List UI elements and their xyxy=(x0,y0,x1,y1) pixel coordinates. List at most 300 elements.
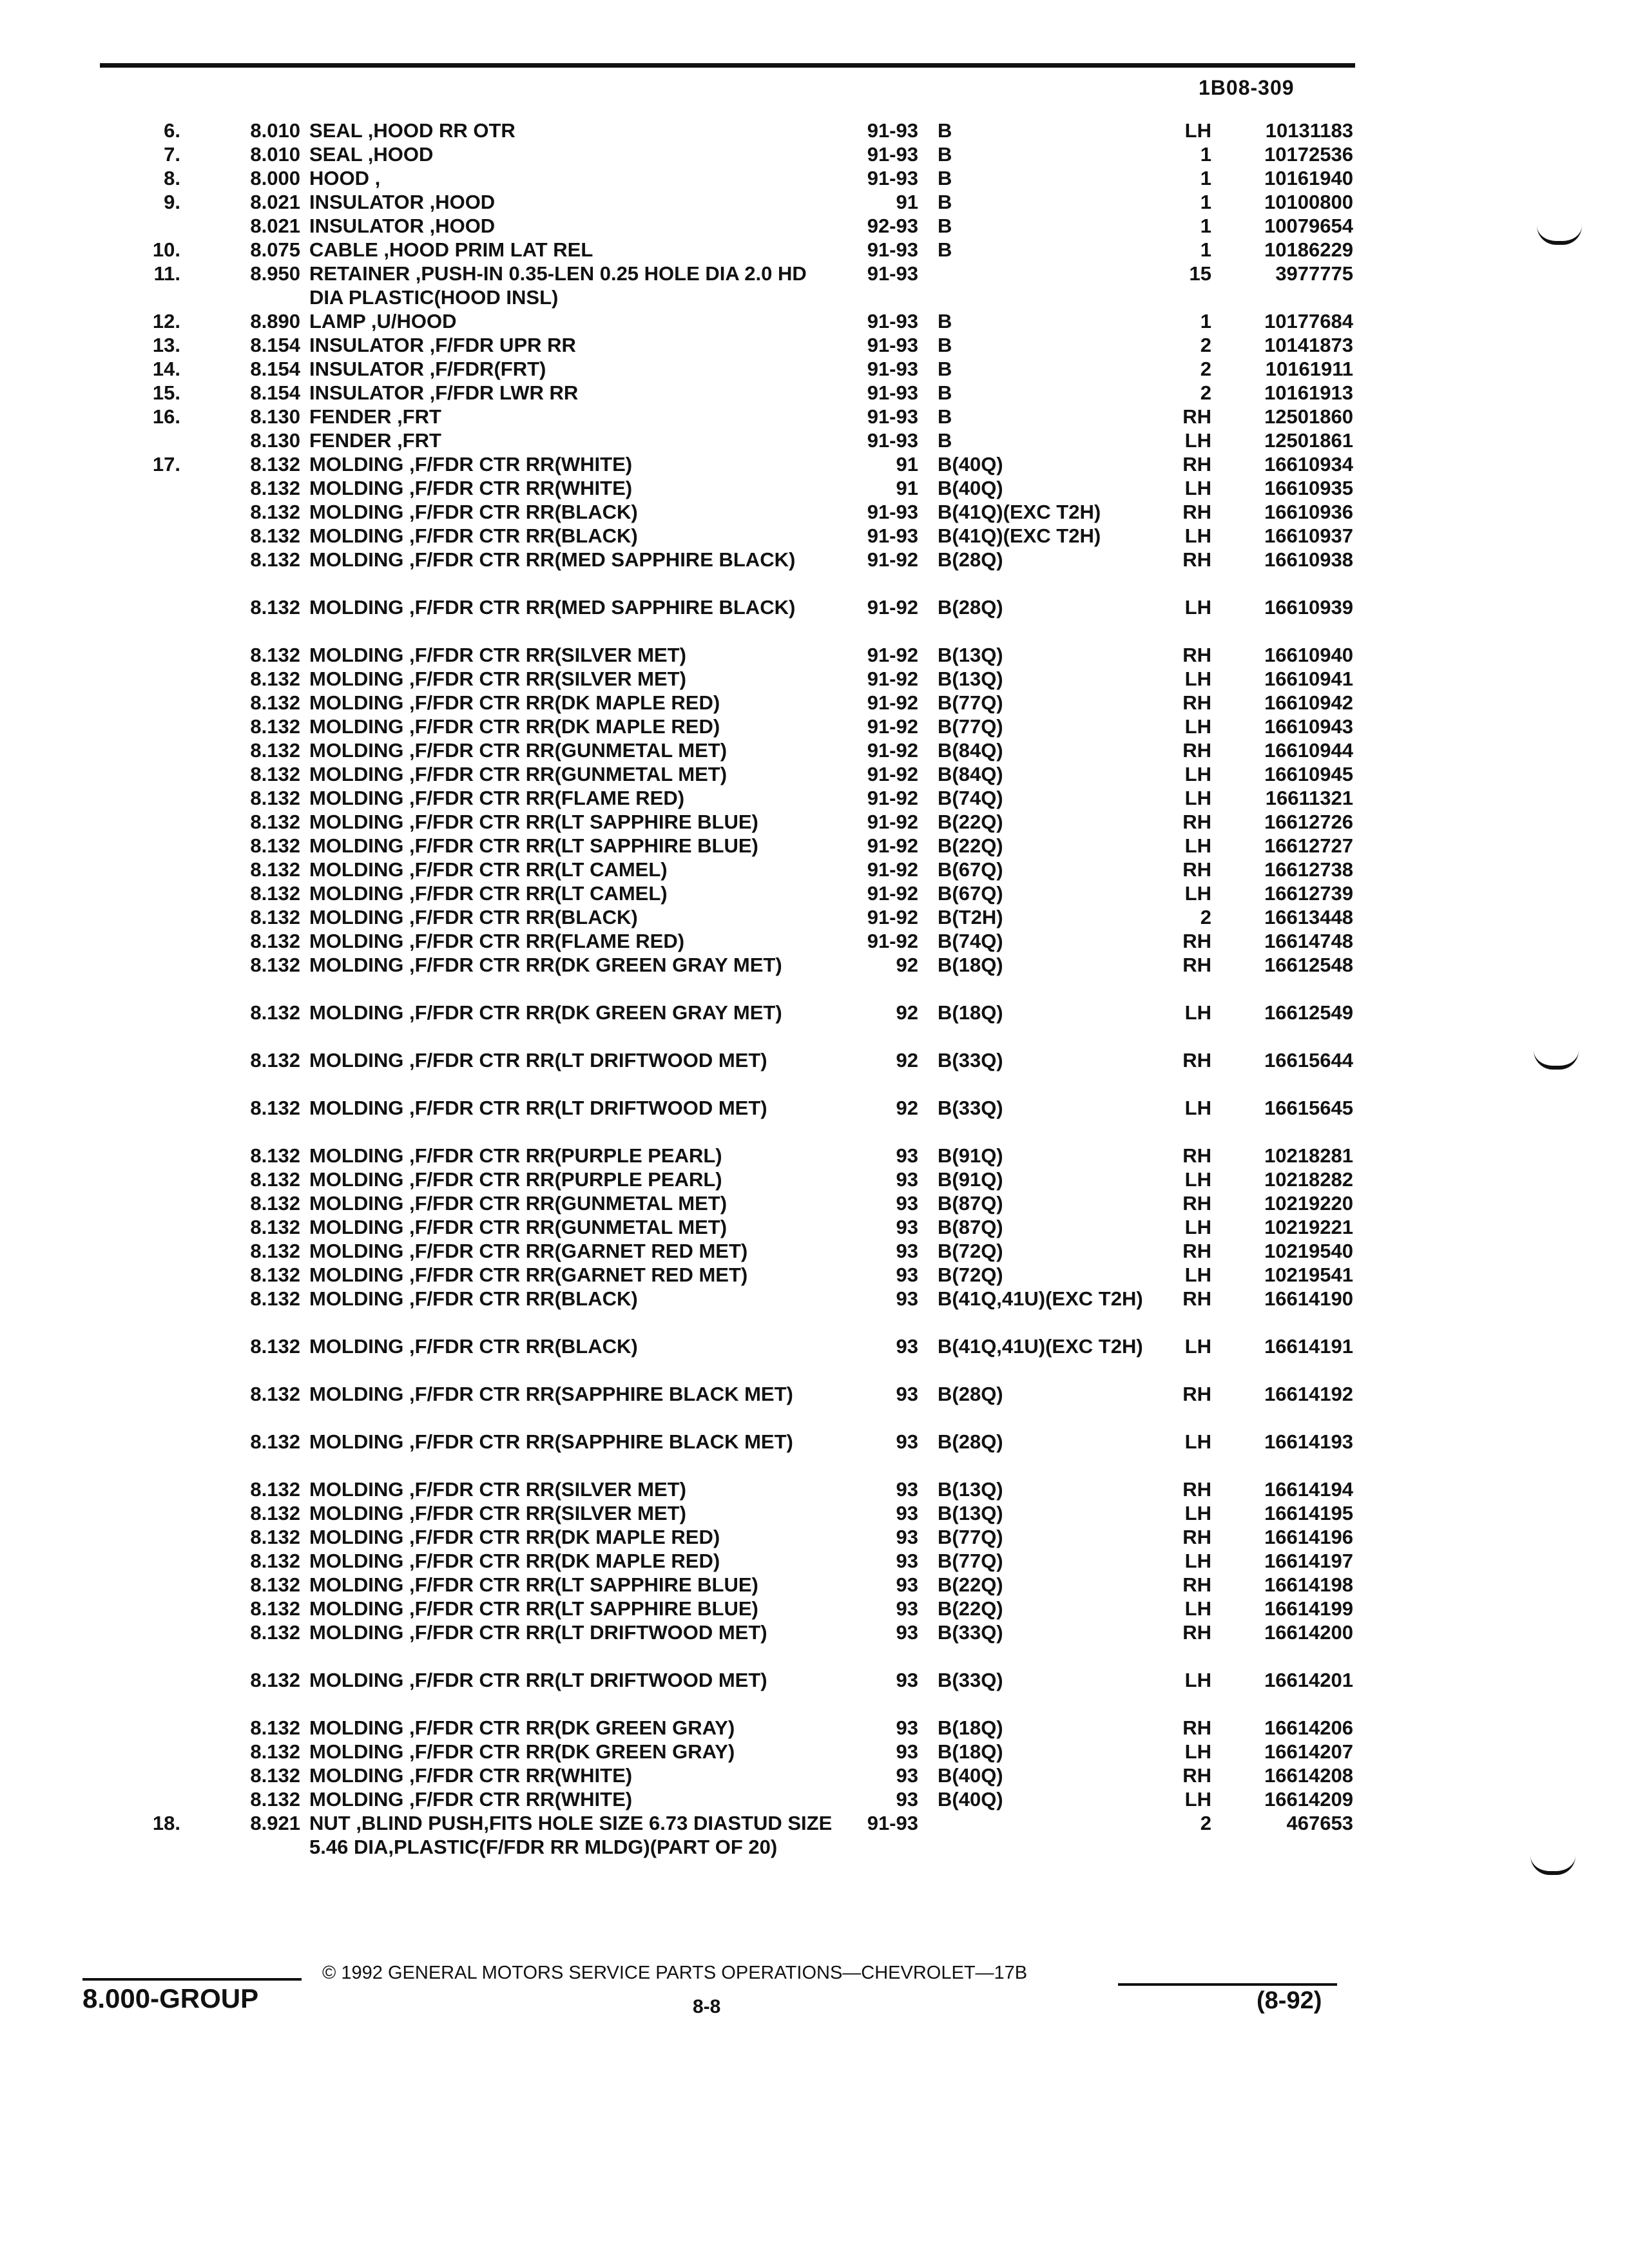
quantity: RH xyxy=(1182,1049,1211,1072)
series-code: B xyxy=(938,215,952,237)
part-number: 16613448 xyxy=(1264,906,1353,928)
part-number: 16614193 xyxy=(1264,1430,1353,1453)
model-years: 91-93 xyxy=(867,405,918,428)
series-code: B(87Q) xyxy=(938,1192,1003,1215)
part-description: MOLDING ,F/FDR CTR RR(BLACK) xyxy=(309,1287,638,1310)
group-number: 8.075 xyxy=(250,238,300,261)
footer-group-label: 8.000-GROUP xyxy=(82,1983,259,2013)
footer-page-number: 8-8 xyxy=(693,1996,721,2017)
table-row xyxy=(0,1191,1629,1215)
model-years: 91-93 xyxy=(867,1812,918,1834)
quantity: LH xyxy=(1184,1740,1211,1763)
series-code: B(28Q) xyxy=(938,1383,1003,1405)
series-code: B xyxy=(938,381,952,404)
part-number: 16610941 xyxy=(1264,668,1353,690)
table-row xyxy=(0,1239,1629,1263)
table-row xyxy=(0,524,1629,548)
part-number: 16612738 xyxy=(1264,858,1353,881)
table-row xyxy=(0,1811,1629,1883)
series-code: B(28Q) xyxy=(938,1430,1003,1453)
model-years: 93 xyxy=(896,1788,918,1811)
part-number: 16614200 xyxy=(1264,1621,1353,1644)
model-years: 91-92 xyxy=(867,644,918,666)
group-number: 8.132 xyxy=(250,739,300,762)
series-code: B(40Q) xyxy=(938,453,1003,476)
series-code: B(91Q) xyxy=(938,1144,1003,1167)
part-number: 16612548 xyxy=(1264,954,1353,976)
part-description: MOLDING ,F/FDR CTR RR(DK MAPLE RED) xyxy=(309,1526,720,1548)
quantity: 1 xyxy=(1200,215,1211,237)
part-number: 3977775 xyxy=(1275,262,1353,285)
group-number: 8.132 xyxy=(250,1716,300,1739)
series-code: B(77Q) xyxy=(938,1550,1003,1572)
ref-number: 15. xyxy=(152,381,180,404)
part-description: MOLDING ,F/FDR CTR RR(LT DRIFTWOOD MET) xyxy=(309,1049,767,1072)
quantity: 1 xyxy=(1200,167,1211,189)
part-number: 10131183 xyxy=(1265,119,1353,142)
part-description: MOLDING ,F/FDR CTR RR(DK GREEN GRAY) xyxy=(309,1716,735,1739)
quantity: RH xyxy=(1182,739,1211,762)
quantity: LH xyxy=(1184,715,1211,738)
model-years: 91-93 xyxy=(867,358,918,380)
part-description: MOLDING ,F/FDR CTR RR(GUNMETAL MET) xyxy=(309,763,728,785)
table-row xyxy=(0,1096,1629,1144)
quantity: RH xyxy=(1182,1240,1211,1262)
part-description: HOOD , xyxy=(309,167,381,189)
part-description: MOLDING ,F/FDR CTR RR(LT CAMEL) xyxy=(309,858,668,881)
part-description: MOLDING ,F/FDR CTR RR(WHITE) xyxy=(309,477,633,499)
model-years: 91 xyxy=(896,477,918,499)
group-number: 8.132 xyxy=(250,906,300,928)
part-number: 12501860 xyxy=(1264,405,1353,428)
part-description: MOLDING ,F/FDR CTR RR(DK MAPLE RED) xyxy=(309,715,720,738)
series-code: B xyxy=(938,191,952,213)
page-code: 1B08-309 xyxy=(1199,76,1295,99)
series-code: B(74Q) xyxy=(938,787,1003,809)
group-number: 8.132 xyxy=(250,1597,300,1620)
part-number: 10219540 xyxy=(1264,1240,1353,1262)
group-number: 8.132 xyxy=(250,882,300,905)
model-years: 93 xyxy=(896,1740,918,1763)
model-years: 93 xyxy=(896,1144,918,1167)
quantity: 15 xyxy=(1189,262,1211,285)
series-code: B(77Q) xyxy=(938,691,1003,714)
quantity: RH xyxy=(1182,1144,1211,1167)
table-row xyxy=(0,691,1629,715)
model-years: 93 xyxy=(896,1287,918,1310)
part-number: 10172536 xyxy=(1264,143,1353,166)
series-code: B xyxy=(938,334,952,356)
part-number: 10141873 xyxy=(1264,334,1353,356)
part-description: MOLDING ,F/FDR CTR RR(DK MAPLE RED) xyxy=(309,691,720,714)
ref-number: 10. xyxy=(152,238,180,261)
series-code: B(74Q) xyxy=(938,930,1003,952)
group-number: 8.132 xyxy=(250,811,300,833)
quantity: RH xyxy=(1182,453,1211,476)
part-description: MOLDING ,F/FDR CTR RR(SILVER MET) xyxy=(309,644,686,666)
model-years: 93 xyxy=(896,1335,918,1358)
series-code: B xyxy=(938,358,952,380)
group-number: 8.132 xyxy=(250,763,300,785)
part-number: 16614191 xyxy=(1264,1335,1353,1358)
quantity: 2 xyxy=(1200,381,1211,404)
ref-number: 8. xyxy=(164,167,180,189)
part-description: MOLDING ,F/FDR CTR RR(BLACK) xyxy=(309,906,638,928)
part-description: MOLDING ,F/FDR CTR RR(LT SAPPHIRE BLUE) xyxy=(309,1573,758,1596)
table-row xyxy=(0,858,1629,881)
series-code: B(18Q) xyxy=(938,1716,1003,1739)
group-number: 8.132 xyxy=(250,691,300,714)
part-description: MOLDING ,F/FDR CTR RR(SILVER MET) xyxy=(309,1502,686,1524)
model-years: 91-93 xyxy=(867,501,918,523)
quantity: LH xyxy=(1184,1264,1211,1286)
footer-date: (8-92) xyxy=(1257,1987,1322,2014)
quantity: RH xyxy=(1182,691,1211,714)
table-row xyxy=(0,667,1629,691)
header-rule xyxy=(100,63,1355,68)
quantity: RH xyxy=(1182,1764,1211,1787)
model-years: 91-92 xyxy=(867,763,918,785)
quantity: LH xyxy=(1184,1788,1211,1811)
part-number: 16614206 xyxy=(1264,1716,1353,1739)
model-years: 93 xyxy=(896,1240,918,1262)
quantity: LH xyxy=(1184,668,1211,690)
table-row xyxy=(0,1573,1629,1597)
part-description: MOLDING ,F/FDR CTR RR(GUNMETAL MET) xyxy=(309,1192,728,1215)
model-years: 93 xyxy=(896,1550,918,1572)
part-number: 16614192 xyxy=(1264,1383,1353,1405)
part-number: 16610945 xyxy=(1264,763,1353,785)
model-years: 91-93 xyxy=(867,238,918,261)
series-code: B(33Q) xyxy=(938,1669,1003,1691)
model-years: 91-93 xyxy=(867,381,918,404)
group-number: 8.132 xyxy=(250,1740,300,1763)
series-code: B(72Q) xyxy=(938,1240,1003,1262)
series-code: B(87Q) xyxy=(938,1216,1003,1238)
part-description: MOLDING ,F/FDR CTR RR(PURPLE PEARL) xyxy=(309,1144,722,1167)
quantity: 2 xyxy=(1200,1812,1211,1834)
model-years: 93 xyxy=(896,1383,918,1405)
group-number: 8.132 xyxy=(250,1621,300,1644)
table-row xyxy=(0,1668,1629,1716)
quantity: RH xyxy=(1182,1573,1211,1596)
group-number: 8.132 xyxy=(250,1526,300,1548)
table-row xyxy=(0,1620,1629,1668)
part-description: MOLDING ,F/FDR CTR RR(BLACK) xyxy=(309,1335,638,1358)
part-number: 16614194 xyxy=(1264,1478,1353,1501)
model-years: 93 xyxy=(896,1597,918,1620)
group-number: 8.132 xyxy=(250,1001,300,1024)
quantity: 1 xyxy=(1200,191,1211,213)
table-row xyxy=(0,929,1629,953)
series-code: B xyxy=(938,167,952,189)
part-number: 16610940 xyxy=(1264,644,1353,666)
quantity: LH xyxy=(1184,882,1211,905)
quantity: LH xyxy=(1184,834,1211,857)
model-years: 92 xyxy=(896,1001,918,1024)
series-code: B(41Q,41U)(EXC T2H) xyxy=(938,1287,1143,1310)
model-years: 93 xyxy=(896,1264,918,1286)
table-row xyxy=(0,1549,1629,1573)
part-number: 16614748 xyxy=(1264,930,1353,952)
ref-number: 9. xyxy=(164,191,180,213)
group-number: 8.010 xyxy=(250,143,300,166)
part-number: 16614201 xyxy=(1264,1669,1353,1691)
part-description: MOLDING ,F/FDR CTR RR(WHITE) xyxy=(309,1764,633,1787)
series-code: B(72Q) xyxy=(938,1264,1003,1286)
part-number: 16610942 xyxy=(1264,691,1353,714)
table-row xyxy=(0,142,1629,166)
series-code: B(33Q) xyxy=(938,1049,1003,1072)
table-row xyxy=(0,119,1629,142)
quantity: 2 xyxy=(1200,906,1211,928)
part-description: MOLDING ,F/FDR CTR RR(WHITE) xyxy=(309,1788,633,1811)
quantity: 2 xyxy=(1200,358,1211,380)
quantity: LH xyxy=(1184,429,1211,452)
part-description: MOLDING ,F/FDR CTR RR(GUNMETAL MET) xyxy=(309,739,728,762)
group-number: 8.132 xyxy=(250,930,300,952)
model-years: 93 xyxy=(896,1216,918,1238)
quantity: RH xyxy=(1182,930,1211,952)
table-row xyxy=(0,166,1629,190)
part-number: 10161911 xyxy=(1265,358,1353,380)
model-years: 91-92 xyxy=(867,811,918,833)
series-code: B(13Q) xyxy=(938,668,1003,690)
part-description: RETAINER ,PUSH-IN 0.35-LEN 0.25 HOLE DIA 2.0 HD DIA PLASTIC(HOOD INSL) xyxy=(309,262,807,309)
group-number: 8.132 xyxy=(250,1430,300,1453)
part-description: MOLDING ,F/FDR CTR RR(LT SAPPHIRE BLUE) xyxy=(309,811,758,833)
table-row xyxy=(0,1382,1629,1430)
model-years: 91-92 xyxy=(867,715,918,738)
series-code: B(84Q) xyxy=(938,739,1003,762)
part-number: 16615645 xyxy=(1264,1097,1353,1119)
part-number: 16612549 xyxy=(1264,1001,1353,1024)
quantity: RH xyxy=(1182,1287,1211,1310)
quantity: LH xyxy=(1184,1168,1211,1191)
model-years: 93 xyxy=(896,1621,918,1644)
footer-copyright: © 1992 GENERAL MOTORS SERVICE PARTS OPERATIONS—CHEVROLET—17B xyxy=(322,1963,1028,1983)
table-row xyxy=(0,428,1629,452)
part-description: MOLDING ,F/FDR CTR RR(FLAME RED) xyxy=(309,787,685,809)
quantity: RH xyxy=(1182,1478,1211,1501)
model-years: 92 xyxy=(896,1049,918,1072)
group-number: 8.154 xyxy=(250,334,300,356)
series-code: B(67Q) xyxy=(938,858,1003,881)
series-code: B(33Q) xyxy=(938,1621,1003,1644)
table-row xyxy=(0,834,1629,858)
table-row xyxy=(0,595,1629,643)
table-row xyxy=(0,762,1629,786)
model-years: 93 xyxy=(896,1573,918,1596)
table-row xyxy=(0,190,1629,214)
part-description: SEAL ,HOOD xyxy=(309,143,434,166)
part-number: 10219220 xyxy=(1264,1192,1353,1215)
group-number: 8.132 xyxy=(250,1240,300,1262)
group-number: 8.132 xyxy=(250,1788,300,1811)
ref-number: 6. xyxy=(164,119,180,142)
model-years: 91-92 xyxy=(867,596,918,619)
table-row xyxy=(0,905,1629,929)
quantity: RH xyxy=(1182,1716,1211,1739)
part-number: 16610939 xyxy=(1264,596,1353,619)
table-row xyxy=(0,1597,1629,1620)
part-number: 16614199 xyxy=(1264,1597,1353,1620)
group-number: 8.132 xyxy=(250,596,300,619)
model-years: 91-92 xyxy=(867,882,918,905)
part-number: 16612727 xyxy=(1264,834,1353,857)
part-description: MOLDING ,F/FDR CTR RR(GARNET RED MET) xyxy=(309,1240,748,1262)
model-years: 92 xyxy=(896,1097,918,1119)
quantity: LH xyxy=(1184,1597,1211,1620)
part-number: 10100800 xyxy=(1264,191,1353,213)
quantity: RH xyxy=(1182,1526,1211,1548)
quantity: LH xyxy=(1184,1502,1211,1524)
part-number: 16612726 xyxy=(1264,811,1353,833)
part-number: 16610936 xyxy=(1264,501,1353,523)
group-number: 8.132 xyxy=(250,644,300,666)
part-number: 16614207 xyxy=(1264,1740,1353,1763)
part-description: MOLDING ,F/FDR CTR RR(BLACK) xyxy=(309,524,638,547)
series-code: B(13Q) xyxy=(938,644,1003,666)
quantity: RH xyxy=(1182,1383,1211,1405)
table-row xyxy=(0,1763,1629,1787)
table-row xyxy=(0,1168,1629,1191)
quantity: RH xyxy=(1182,1621,1211,1644)
model-years: 91-93 xyxy=(867,262,918,285)
part-number: 16610934 xyxy=(1264,453,1353,476)
group-number: 8.132 xyxy=(250,1573,300,1596)
ref-number: 14. xyxy=(152,358,180,380)
model-years: 93 xyxy=(896,1716,918,1739)
table-row xyxy=(0,715,1629,738)
table-row xyxy=(0,333,1629,357)
model-years: 93 xyxy=(896,1192,918,1215)
series-code: B(28Q) xyxy=(938,548,1003,571)
part-description: MOLDING ,F/FDR CTR RR(LT DRIFTWOOD MET) xyxy=(309,1097,767,1119)
table-row xyxy=(0,1287,1629,1334)
model-years: 91-92 xyxy=(867,691,918,714)
series-code: B(22Q) xyxy=(938,1573,1003,1596)
quantity: 1 xyxy=(1200,143,1211,166)
footer-rule-right xyxy=(1118,1983,1337,1986)
group-number: 8.132 xyxy=(250,954,300,976)
table-row xyxy=(0,405,1629,428)
quantity: LH xyxy=(1184,1430,1211,1453)
part-number: 16612739 xyxy=(1264,882,1353,905)
model-years: 92 xyxy=(896,954,918,976)
series-code: B(40Q) xyxy=(938,1764,1003,1787)
table-row xyxy=(0,881,1629,905)
quantity: 1 xyxy=(1200,310,1211,332)
quantity: RH xyxy=(1182,858,1211,881)
quantity: RH xyxy=(1182,644,1211,666)
table-row xyxy=(0,786,1629,810)
series-code: B(T2H) xyxy=(938,906,1003,928)
group-number: 8.132 xyxy=(250,1144,300,1167)
quantity: LH xyxy=(1184,1001,1211,1024)
part-number: 10218281 xyxy=(1264,1144,1353,1167)
group-number: 8.132 xyxy=(250,834,300,857)
ref-number: 16. xyxy=(152,405,180,428)
part-description: MOLDING ,F/FDR CTR RR(MED SAPPHIRE BLACK) xyxy=(309,548,796,571)
part-description: INSULATOR ,HOOD xyxy=(309,191,496,213)
quantity: RH xyxy=(1182,405,1211,428)
part-number: 16610937 xyxy=(1264,524,1353,547)
quantity: RH xyxy=(1182,1192,1211,1215)
table-row xyxy=(0,1716,1629,1740)
part-number: 467653 xyxy=(1286,1812,1353,1834)
group-number: 8.132 xyxy=(250,501,300,523)
model-years: 91 xyxy=(896,191,918,213)
group-number: 8.132 xyxy=(250,524,300,547)
part-number: 16614196 xyxy=(1264,1526,1353,1548)
group-number: 8.132 xyxy=(250,858,300,881)
series-code: B xyxy=(938,238,952,261)
series-code: B(84Q) xyxy=(938,763,1003,785)
series-code: B(13Q) xyxy=(938,1502,1003,1524)
series-code: B(40Q) xyxy=(938,1788,1003,1811)
quantity: RH xyxy=(1182,954,1211,976)
part-number: 16614190 xyxy=(1264,1287,1353,1310)
series-code: B(18Q) xyxy=(938,1001,1003,1024)
part-number: 10079654 xyxy=(1264,215,1353,237)
group-number: 8.132 xyxy=(250,1192,300,1215)
group-number: 8.132 xyxy=(250,548,300,571)
model-years: 91-93 xyxy=(867,524,918,547)
model-years: 91-93 xyxy=(867,143,918,166)
part-description: MOLDING ,F/FDR CTR RR(MED SAPPHIRE BLACK) xyxy=(309,596,796,619)
group-number: 8.000 xyxy=(250,167,300,189)
part-number: 16610943 xyxy=(1264,715,1353,738)
series-code: B(41Q)(EXC T2H) xyxy=(938,524,1101,547)
part-description: MOLDING ,F/FDR CTR RR(DK GREEN GRAY) xyxy=(309,1740,735,1763)
group-number: 8.132 xyxy=(250,477,300,499)
series-code: B(67Q) xyxy=(938,882,1003,905)
series-code: B(28Q) xyxy=(938,596,1003,619)
model-years: 91-92 xyxy=(867,906,918,928)
group-number: 8.132 xyxy=(250,1383,300,1405)
part-number: 10186229 xyxy=(1264,238,1353,261)
part-number: 10218282 xyxy=(1264,1168,1353,1191)
series-code: B(77Q) xyxy=(938,1526,1003,1548)
group-number: 8.132 xyxy=(250,1264,300,1286)
table-row xyxy=(0,810,1629,834)
part-description: FENDER ,FRT xyxy=(309,429,441,452)
part-description: MOLDING ,F/FDR CTR RR(WHITE) xyxy=(309,453,633,476)
model-years: 91-92 xyxy=(867,858,918,881)
part-description: MOLDING ,F/FDR CTR RR(SAPPHIRE BLACK MET) xyxy=(309,1383,793,1405)
group-number: 8.132 xyxy=(250,787,300,809)
part-description: MOLDING ,F/FDR CTR RR(GUNMETAL MET) xyxy=(309,1216,728,1238)
quantity: LH xyxy=(1184,1550,1211,1572)
group-number: 8.132 xyxy=(250,1478,300,1501)
part-number: 16614208 xyxy=(1264,1764,1353,1787)
table-row xyxy=(0,309,1629,333)
part-number: 10177684 xyxy=(1264,310,1353,332)
table-row xyxy=(0,1001,1629,1048)
part-number: 16610938 xyxy=(1264,548,1353,571)
quantity: RH xyxy=(1182,548,1211,571)
group-number: 8.132 xyxy=(250,715,300,738)
table-row xyxy=(0,1740,1629,1763)
part-number: 16614209 xyxy=(1264,1788,1353,1811)
quantity: LH xyxy=(1184,524,1211,547)
group-number: 8.130 xyxy=(250,429,300,452)
table-row xyxy=(0,1048,1629,1096)
model-years: 91-92 xyxy=(867,668,918,690)
series-code: B(18Q) xyxy=(938,1740,1003,1763)
group-number: 8.890 xyxy=(250,310,300,332)
